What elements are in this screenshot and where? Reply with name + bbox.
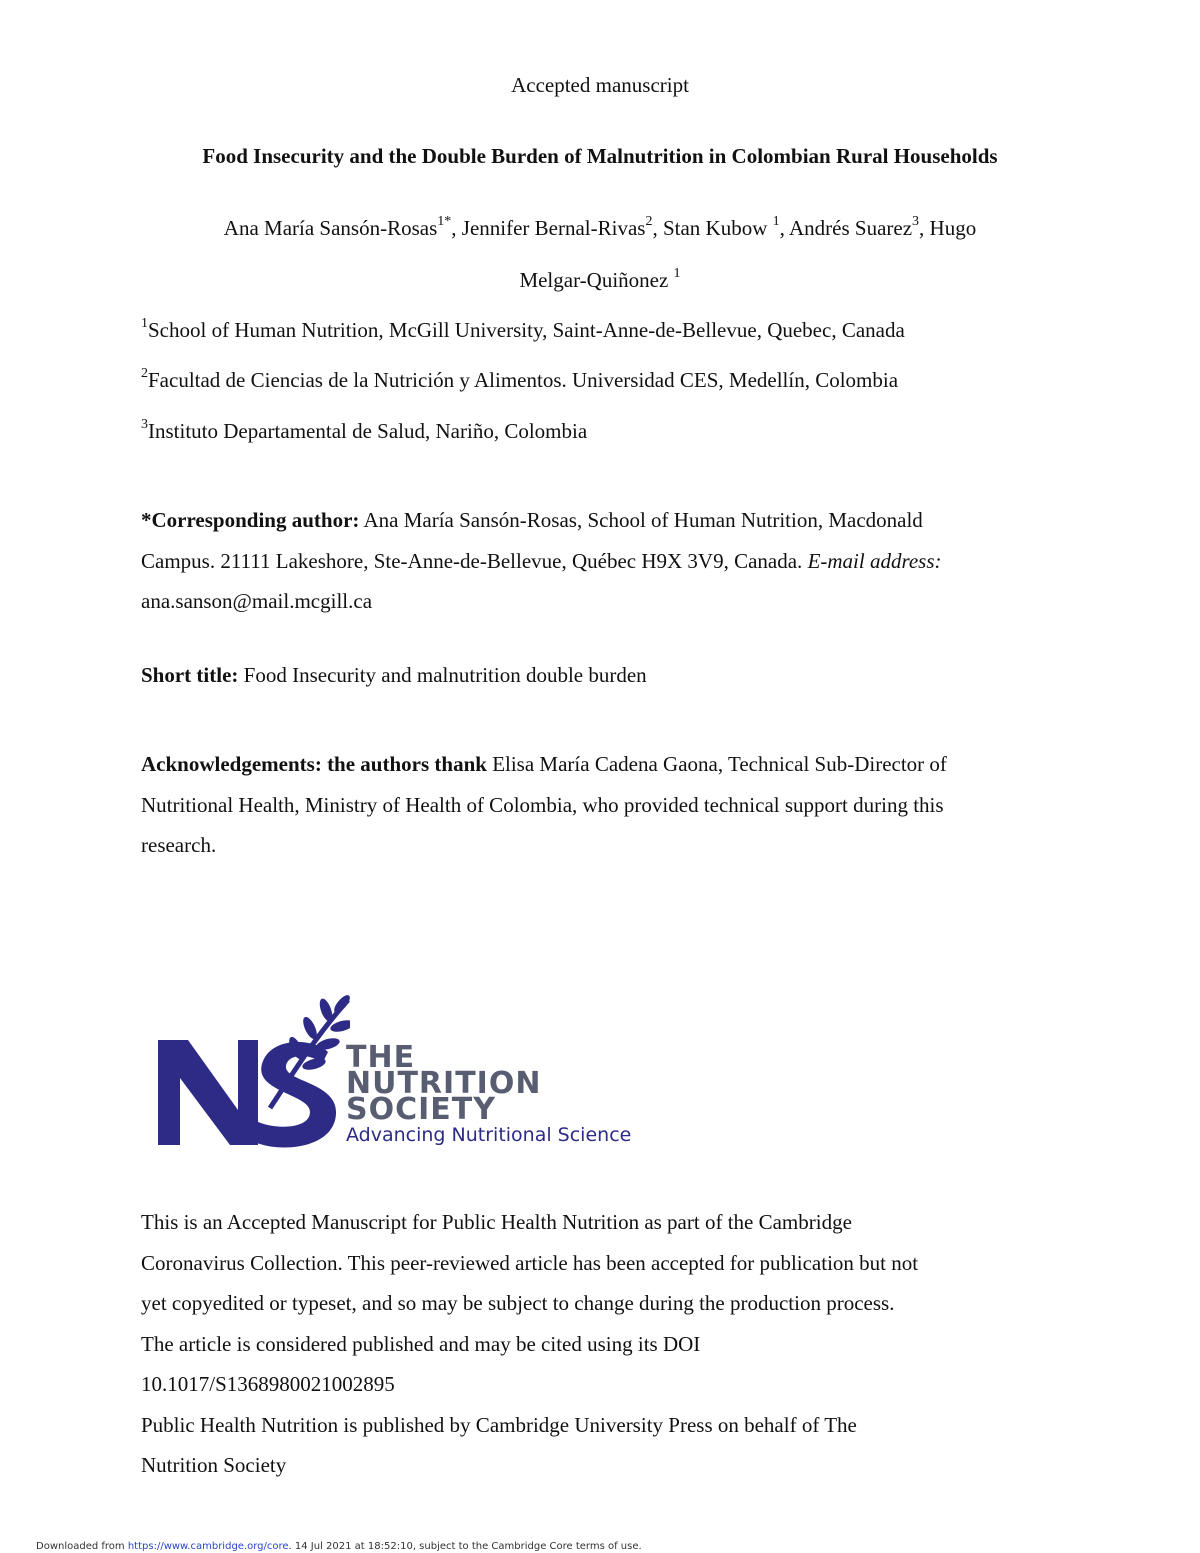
logo-word-society: SOCIETY	[346, 1092, 496, 1127]
author-name: Melgar-Quiñonez	[519, 268, 674, 292]
accepted-manuscript-label: Accepted manuscript	[511, 73, 689, 97]
author-line-2	[0, 268, 1200, 293]
affiliation-1	[141, 318, 905, 343]
affiliation-text: School of Human Nutrition, McGill University, Saint-Anne-de-Bellevue, Quebec, Canada	[148, 318, 905, 342]
author-affiliation-mark: 2	[645, 214, 653, 229]
ns-monogram-icon	[150, 990, 350, 1150]
corresponding-author	[141, 500, 1081, 622]
affiliation-number: 1	[141, 316, 148, 331]
author-name: , Andrés Suarez	[779, 216, 913, 240]
affiliation-2	[141, 368, 898, 393]
author-name: , Stan Kubow	[652, 216, 773, 240]
cambridge-core-link[interactable]: https://www.cambridge.org/core	[127, 1541, 289, 1552]
logo-word-nutrition: NUTRITION	[346, 1066, 542, 1101]
acknowledgements-line-1: Elisa María Cadena Gaona, Technical Sub-Director of	[486, 752, 947, 776]
author-line-1	[0, 216, 1200, 241]
manuscript-notice	[141, 1202, 1081, 1486]
affiliation-text: Facultad de Ciencias de la Nutrición y Alimentos. Universidad CES, Medellín, Colombia	[148, 368, 899, 392]
acknowledgements-line-3: research.	[141, 833, 217, 857]
short-title-label: Short title:	[141, 663, 239, 687]
acknowledgements	[141, 744, 1081, 866]
affiliation-number: 2	[141, 366, 148, 381]
notice-line: Public Health Nutrition is published by Cambridge University Press on behalf of The	[141, 1412, 857, 1437]
author-name: , Hugo	[919, 216, 977, 240]
logo-tagline: Advancing Nutritional Science	[346, 1124, 632, 1146]
footer-suffix: . 14 Jul 2021 at 18:52:10, subject to the Cambridge Core terms of use.	[288, 1541, 642, 1552]
notice-line: The article is considered published and may be cited using its DOI	[141, 1331, 701, 1356]
acknowledgements-line-2: Nutritional Health, Ministry of Health of Colombia, who provided technical support during this	[141, 792, 944, 817]
download-footer	[36, 1541, 642, 1552]
author-affiliation-mark: 1*	[437, 214, 452, 229]
acknowledgements-label: Acknowledgements: the authors thank	[141, 752, 487, 776]
affiliation-3	[141, 419, 587, 444]
short-title	[141, 663, 647, 688]
nutrition-society-logo	[150, 990, 670, 1150]
corresponding-line-1: Ana María Sansón-Rosas, School of Human Nutrition, Macdonald	[359, 508, 923, 532]
short-title-text: Food Insecurity and malnutrition double burden	[238, 663, 647, 687]
paper-title	[0, 144, 1200, 169]
logo-word-the: THE	[346, 1040, 416, 1075]
corresponding-line-2: Campus. 21111 Lakeshore, Ste-Anne-de-Bellevue, Québec H9X 3V9, Canada.	[141, 548, 808, 573]
footer-prefix: Downloaded from	[36, 1541, 128, 1552]
email-label: E-mail address:	[807, 548, 942, 573]
email-address: ana.sanson@mail.mcgill.ca	[141, 589, 373, 613]
notice-line: Coronavirus Collection. This peer-reviewed article has been accepted for publication but not	[141, 1250, 919, 1275]
affiliation-text: Instituto Departamental de Salud, Nariño, Colombia	[148, 419, 588, 443]
paper-title-text: Food Insecurity and the Double Burden of Malnutrition in Colombian Rural Households	[202, 144, 998, 168]
author-affiliation-mark: 3	[912, 214, 920, 229]
doi-line: 10.1017/S1368980021002895	[141, 1372, 395, 1396]
affiliation-number: 3	[141, 417, 148, 432]
notice-line: yet copyedited or typeset, and so may be subject to change during the production process.	[141, 1291, 895, 1315]
author-affiliation-mark: 1	[673, 266, 681, 281]
author-affiliation-mark: 1	[772, 214, 780, 229]
notice-line: Nutrition Society	[141, 1453, 287, 1477]
author-name: , Jennifer Bernal-Rivas	[451, 216, 646, 240]
author-name: Ana María Sansón-Rosas	[223, 216, 438, 240]
notice-line: This is an Accepted Manuscript for Public Health Nutrition as part of the Cambridge	[141, 1210, 852, 1234]
corresponding-author-label: *Corresponding author:	[141, 508, 360, 532]
